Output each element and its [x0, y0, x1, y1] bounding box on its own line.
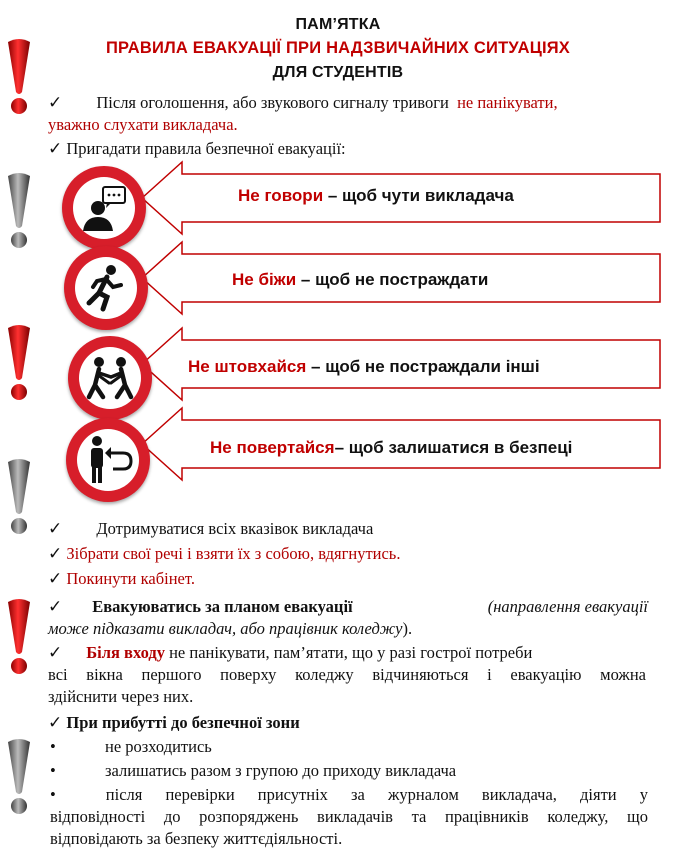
- check-icon: ✓: [48, 519, 63, 539]
- check-icon: ✓: [48, 93, 63, 113]
- step-leave-room: ✓ Покинути кабінет.: [48, 569, 195, 589]
- check-icon: ✓: [48, 569, 63, 589]
- gray-exclamation-icon: [4, 172, 34, 252]
- bullet-icon: •: [50, 785, 56, 804]
- running-person-icon: [75, 257, 137, 319]
- red-exclamation-icon: [4, 598, 34, 678]
- bullet-icon: •: [50, 737, 56, 756]
- gray-exclamation-icon: [4, 738, 34, 818]
- red-exclamation-icon: [4, 324, 34, 404]
- step-gather-belongings: ✓ Зібрати свої речі і взяти їх з собою, вдягнутись.: [48, 544, 401, 564]
- bullet-icon: •: [50, 761, 56, 780]
- no-returning-sign: [66, 418, 150, 502]
- check-icon: ✓: [48, 139, 63, 159]
- rule-2-text: Не біжи – щоб не постраждати: [232, 270, 489, 289]
- step-evacuate-plan: ✓ Евакуюватись за планом евакуації (направлення евакуації може підказати викладач, або працівник коледжу).: [48, 597, 648, 638]
- red-exclamation-icon: [4, 38, 34, 118]
- check-icon: ✓: [48, 643, 63, 663]
- intro-rules-line: ✓ Пригадати правила безпечної евакуації:: [48, 139, 346, 159]
- check-icon: ✓: [48, 713, 63, 733]
- speaking-person-icon: [73, 177, 135, 239]
- list-item: • не розходитись: [50, 737, 212, 756]
- pushing-people-icon: [79, 347, 141, 409]
- no-running-sign: [64, 246, 148, 330]
- step-safe-zone: ✓ При прибутті до безпечної зони: [48, 713, 300, 733]
- no-talking-sign: [62, 166, 146, 250]
- turning-back-icon: [77, 429, 139, 491]
- check-icon: ✓: [48, 597, 63, 617]
- step-follow-instructions: ✓ Дотримуватися всіх вказівок викладача: [48, 519, 374, 539]
- rule-3-text: Не штовхайся – щоб не постраждали інші: [188, 357, 540, 376]
- gray-exclamation-icon: [4, 458, 34, 538]
- list-item: • після перевірки присутніх за журналом викладача, діяти у відповідності до розпоряджень викладачів та працівників коледжу, що відповідають за безпеку життєдіяльності.: [50, 785, 648, 848]
- step-near-entrance: ✓ Біля входу не панікувати, пам’ятати, що у разі гострої потреби всі вікна першого поверху коледжу відчиняються і евакуацію можна здійснити через них.: [48, 643, 646, 706]
- rule-4-text: Не повертайся– щоб залишатися в безпеці: [210, 438, 573, 457]
- rule-1-text: Не говори – щоб чути викладача: [238, 186, 514, 205]
- memo-title: ПАМ’ЯТКА: [295, 16, 381, 33]
- memo-audience: ДЛЯ СТУДЕНТІВ: [272, 64, 404, 81]
- list-item: • залишатись разом з групою до приходу викладача: [50, 761, 457, 780]
- check-icon: ✓: [48, 544, 63, 564]
- memo-subtitle: ПРАВИЛА ЕВАКУАЦІЇ ПРИ НАДЗВИЧАЙНИХ СИТУАЦІЯХ: [105, 39, 571, 57]
- intro-paragraph: ✓ Після оголошення, або звукового сигналу тривоги не панікувати, уважно слухати викладача.: [48, 93, 558, 134]
